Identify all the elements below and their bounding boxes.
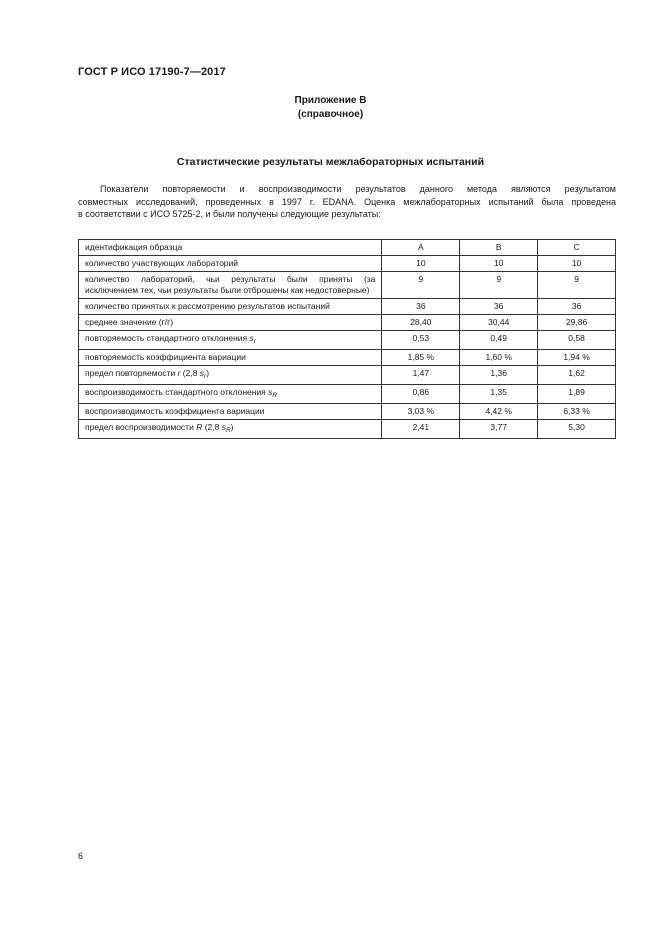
table-row bbox=[79, 240, 616, 256]
cell-value-a: 0,53 bbox=[382, 331, 460, 350]
cell-value-b: 3,77 bbox=[460, 420, 538, 439]
symbol: r bbox=[177, 368, 181, 378]
cell-value-b: 9 bbox=[460, 272, 538, 299]
table-row bbox=[79, 256, 616, 272]
label-text: воспроизводимость стандартного отклонения bbox=[85, 387, 269, 397]
table-row bbox=[79, 404, 616, 420]
table-row bbox=[79, 350, 616, 366]
cell-value-a: 0,86 bbox=[382, 385, 460, 404]
intro-paragraph bbox=[78, 183, 616, 221]
symbol: s bbox=[199, 368, 205, 378]
cell-value-c: 1,62 bbox=[538, 366, 616, 385]
row-label bbox=[79, 366, 382, 385]
table-row bbox=[79, 315, 616, 331]
annex-heading bbox=[0, 94, 661, 122]
cell-value-a: 28,40 bbox=[382, 315, 460, 331]
cell-value-c: 36 bbox=[538, 299, 616, 315]
label-text: ) bbox=[206, 368, 210, 378]
symbol-subscript: R bbox=[272, 392, 278, 399]
intro-line: совместных исследований, проведенных в 1997 г. EDANA. Оценка межлабораторных испытаний была проведена bbox=[78, 196, 616, 207]
row-label: воспроизводимость коэффициента вариации bbox=[79, 404, 382, 420]
cell-value-a: 2,41 bbox=[382, 420, 460, 439]
section-title: Статистические результаты межлабораторных испытаний bbox=[176, 156, 485, 168]
cell-value-c: С bbox=[538, 240, 616, 256]
document-code: ГОСТ Р ИСО 17190-7—2017 bbox=[78, 66, 226, 78]
row-label: идентификация образца bbox=[79, 240, 382, 256]
cell-value-a: 1,85 % bbox=[382, 350, 460, 366]
symbol: s bbox=[249, 333, 254, 343]
symbol-subscript: r bbox=[253, 338, 256, 345]
row-label bbox=[79, 385, 382, 404]
symbol-subscript: R bbox=[225, 427, 231, 434]
intro-line: в соответствии с ИСО 5725-2, и были получены следующие результаты: bbox=[78, 209, 381, 219]
label-text: предел повторяемости bbox=[85, 368, 178, 378]
table-row bbox=[79, 331, 616, 350]
label-text: (2,8 bbox=[180, 368, 200, 378]
cell-value-a: 3,03 % bbox=[382, 404, 460, 420]
cell-value-b: 1,35 bbox=[460, 385, 538, 404]
symbol-subscript: r bbox=[204, 373, 207, 380]
cell-value-c: 1,94 % bbox=[538, 350, 616, 366]
cell-value-b: 0,49 bbox=[460, 331, 538, 350]
cell-value-a: 1,47 bbox=[382, 366, 460, 385]
label-text: предел воспроизводимости bbox=[85, 422, 197, 432]
cell-value-b: 4,42 % bbox=[460, 404, 538, 420]
table-row bbox=[79, 299, 616, 315]
symbol: R bbox=[196, 422, 203, 432]
cell-value-b: 1,36 bbox=[460, 366, 538, 385]
label-text: повторяемость стандартного отклонения bbox=[85, 333, 250, 343]
row-label: среднее значение (г/г) bbox=[79, 315, 382, 331]
table-row bbox=[79, 385, 616, 404]
table-row bbox=[79, 272, 616, 299]
row-label: повторяемость коэффициента вариации bbox=[79, 350, 382, 366]
cell-value-c: 6,33 % bbox=[538, 404, 616, 420]
intro-line: Показатели повторяемости и воспроизводимости результатов данного метода являются результатом bbox=[100, 184, 616, 194]
row-label: количество лабораторий, чьи результаты были приняты (за исключением тех, чьи результаты были отброшены как недостоверные) bbox=[79, 272, 382, 299]
row-label: количество участвующих лабораторий bbox=[79, 256, 382, 272]
results-table bbox=[78, 239, 616, 439]
cell-value-a: 36 bbox=[382, 299, 460, 315]
row-label bbox=[79, 331, 382, 350]
annex-subtitle: (справочное) bbox=[297, 109, 364, 120]
cell-value-b: 36 bbox=[460, 299, 538, 315]
symbol: s bbox=[268, 387, 273, 397]
table-row bbox=[79, 366, 616, 385]
symbol: s bbox=[221, 422, 226, 432]
page-number: 6 bbox=[78, 851, 84, 861]
cell-value-c: 5,30 bbox=[538, 420, 616, 439]
cell-value-b: 1,60 % bbox=[460, 350, 538, 366]
cell-value-c: 0,58 bbox=[538, 331, 616, 350]
row-label bbox=[79, 420, 382, 439]
cell-value-b: 30,44 bbox=[460, 315, 538, 331]
cell-value-a: 9 bbox=[382, 272, 460, 299]
cell-value-c: 1,89 bbox=[538, 385, 616, 404]
cell-value-c: 29,86 bbox=[538, 315, 616, 331]
cell-value-b: 10 bbox=[460, 256, 538, 272]
cell-value-a: 10 bbox=[382, 256, 460, 272]
cell-value-b: В bbox=[460, 240, 538, 256]
label-text: ) bbox=[230, 422, 234, 432]
table-row bbox=[79, 420, 616, 439]
cell-value-a: А bbox=[382, 240, 460, 256]
cell-value-c: 10 bbox=[538, 256, 616, 272]
label-text: (2,8 bbox=[202, 422, 222, 432]
row-label: количество принятых к рассмотрению результатов испытаний bbox=[79, 299, 382, 315]
cell-value-c: 9 bbox=[538, 272, 616, 299]
annex-title: Приложение В bbox=[294, 95, 367, 106]
